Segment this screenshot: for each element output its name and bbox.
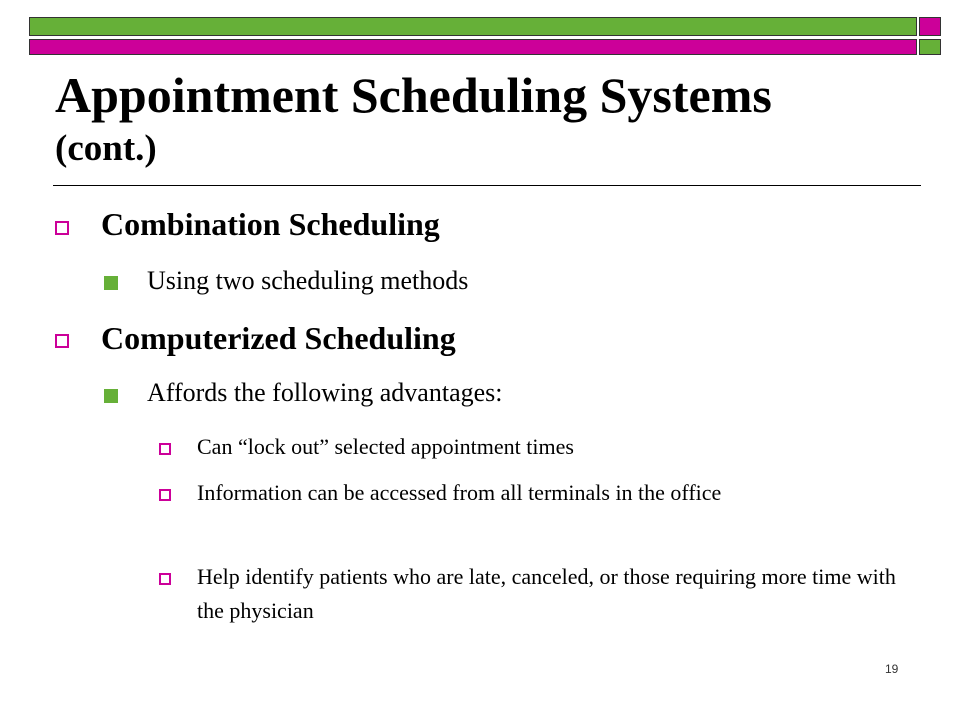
advantage-item: Can “lock out” selected appointment times bbox=[197, 434, 574, 459]
sub-bullet-two-methods: Using two scheduling methods bbox=[147, 266, 469, 295]
hollow-square-icon bbox=[159, 489, 171, 501]
slide-title-line2: (cont.) bbox=[55, 128, 157, 169]
advantage-item: Information can be accessed from all terminals in the office bbox=[197, 480, 722, 505]
filled-square-icon bbox=[104, 276, 118, 290]
bullet-computerized-scheduling: Computerized Scheduling bbox=[101, 320, 456, 356]
magenta-banner-bar bbox=[29, 39, 917, 55]
magenta-corner-square bbox=[919, 17, 941, 36]
filled-square-icon bbox=[104, 389, 118, 403]
sub-bullet-advantages: Affords the following advantages: bbox=[147, 378, 503, 407]
hollow-square-icon bbox=[159, 573, 171, 585]
slide-title-line1: Appointment Scheduling Systems bbox=[55, 67, 772, 123]
hollow-square-icon bbox=[159, 443, 171, 455]
hollow-square-icon bbox=[55, 334, 69, 348]
bullet-combination-scheduling: Combination Scheduling bbox=[101, 206, 440, 242]
green-banner-bar bbox=[29, 17, 917, 36]
slide-title bbox=[55, 67, 915, 169]
hollow-square-icon bbox=[55, 221, 69, 235]
title-divider bbox=[53, 185, 921, 186]
advantage-item: Help identify patients who are late, canceled, or those requiring more time with the physician bbox=[197, 564, 896, 623]
page-number: 19 bbox=[885, 662, 899, 676]
green-corner-square bbox=[919, 39, 941, 55]
